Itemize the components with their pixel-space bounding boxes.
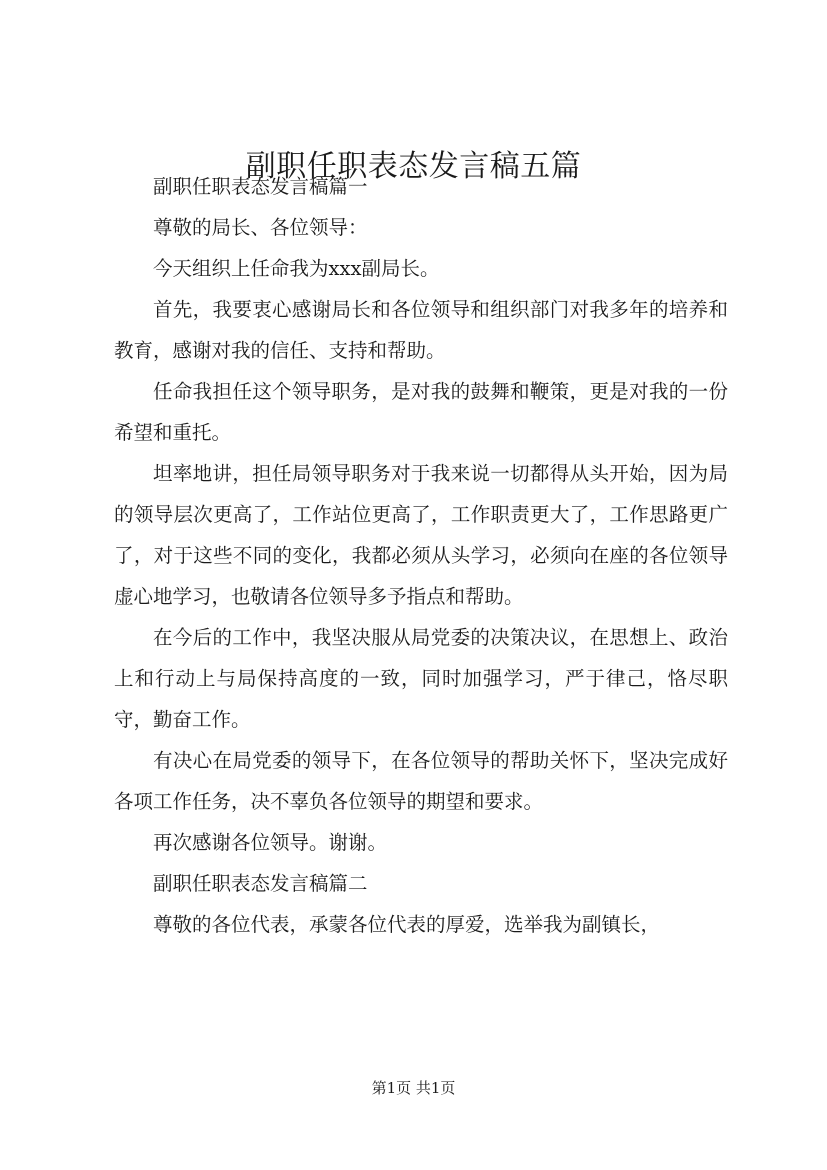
- paragraph: 今天组织上任命我为xxx副局长。: [153, 257, 440, 280]
- paragraph-salutation-1: 尊敬的局长、各位领导：: [153, 216, 368, 239]
- paragraph-heading-1: 副职任职表态发言稿篇一: [153, 175, 368, 198]
- paragraph: 坦率地讲，担任局领导职务对于我来说一切都得从头开始，因为局的领导层次更高了，工作站位更高了，工作职责更大了，工作思路更广了，对于这些不同的变化，我都必须从头学习，必须向在座的各位领导虚心地学习，也敬请各位领导多予指点和帮助。: [114, 462, 728, 608]
- paragraph-heading-2: 副职任职表态发言稿篇二: [153, 872, 368, 895]
- paragraph: 有决心在局党委的领导下，在各位领导的帮助关怀下，坚决完成好各项工作任务，决不辜负各位领导的期望和要求。: [114, 749, 728, 813]
- paragraph: 任命我担任这个领导职务，是对我的鼓舞和鞭策，更是对我的一份希望和重托。: [114, 380, 728, 444]
- page-footer: 第1页 共1页: [371, 1079, 456, 1097]
- paragraph: 尊敬的各位代表，承蒙各位代表的厚爱，选举我为副镇长，: [153, 913, 661, 936]
- paragraph: 在今后的工作中，我坚决服从局党委的决策决议，在思想上、政治上和行动上与局保持高度的一致，同时加强学习，严于律己，恪尽职守，勤奋工作。: [114, 626, 728, 731]
- document-body: [114, 166, 728, 945]
- paragraph: 首先，我要衷心感谢局长和各位领导和组织部门对我多年的培养和教育，感谢对我的信任、支持和帮助。: [114, 298, 728, 362]
- paragraph: 再次感谢各位领导。谢谢。: [153, 831, 388, 854]
- document-title: 副职任职表态发言稿五篇: [245, 149, 582, 184]
